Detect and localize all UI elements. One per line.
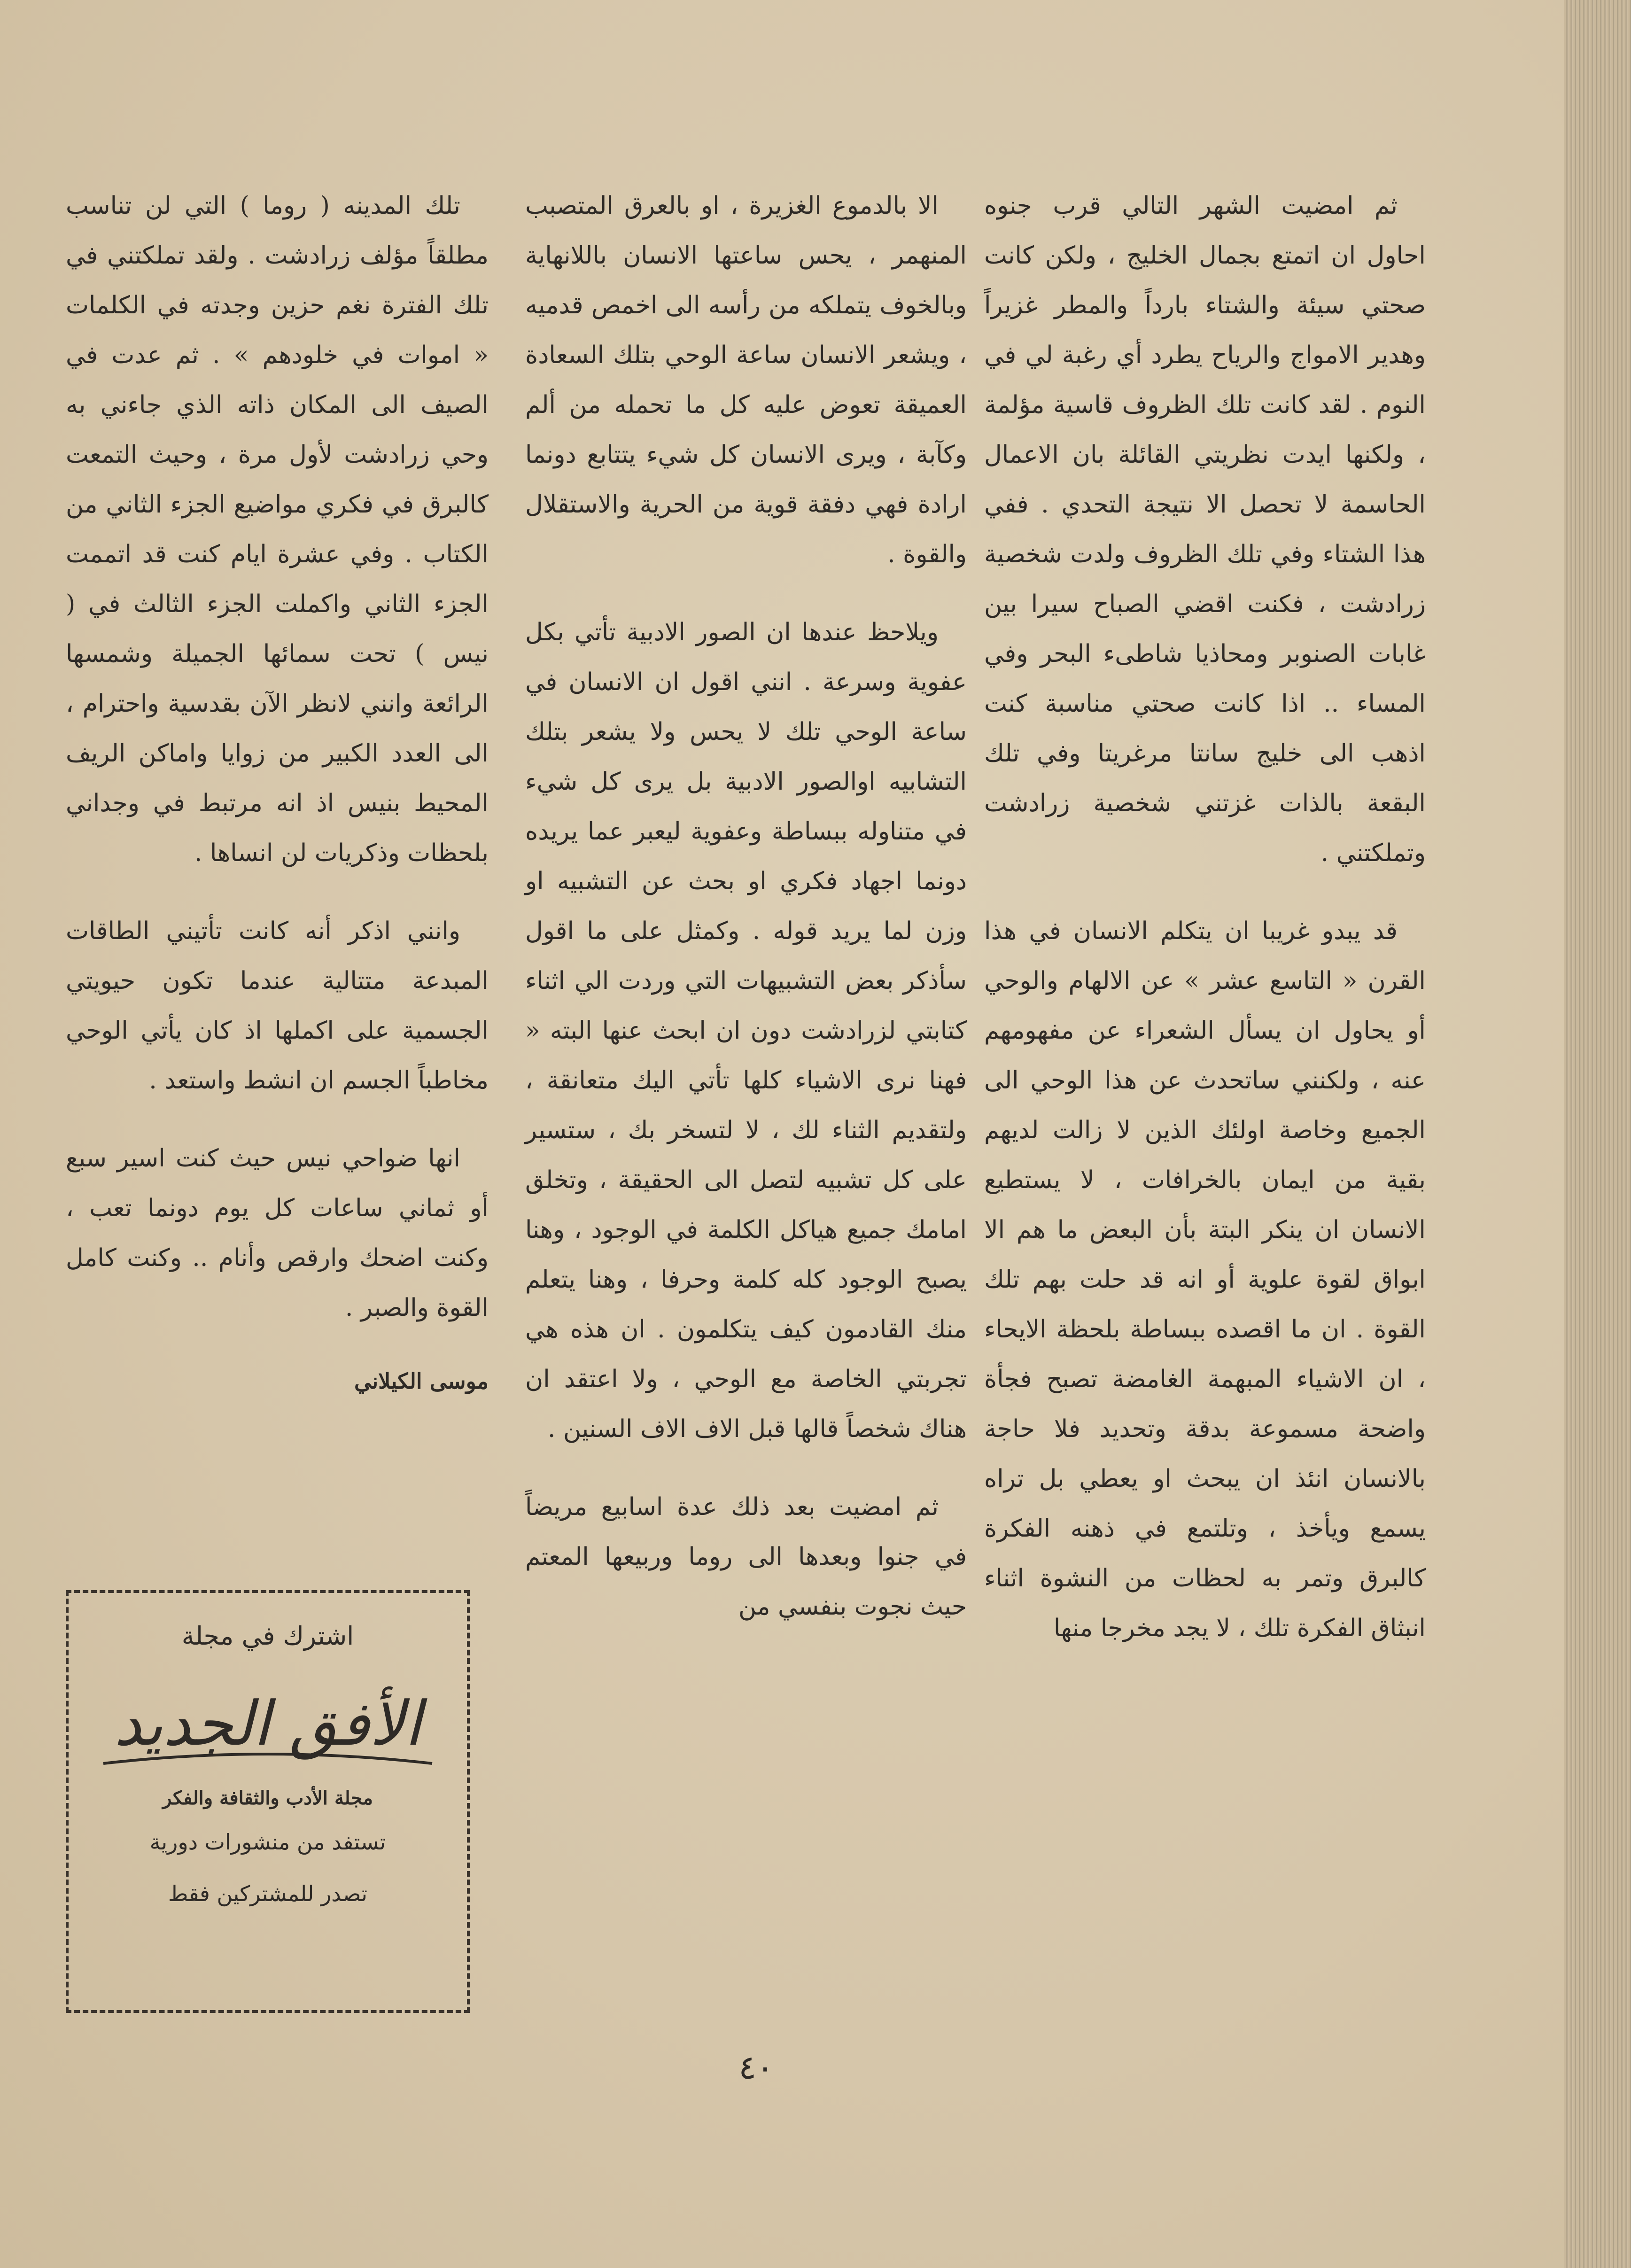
page-edge-stack <box>1564 0 1631 2268</box>
ad-heading: اشترك في مجلة <box>181 1621 354 1651</box>
paragraph: انها ضواحي نيس حيث كنت اسير سبع أو ثماني ساعات كل يوم دونما تعب ، وكنت اضحك وارقص وأنام .. وكنت كامل القوة والصبر . <box>66 1144 489 1322</box>
magazine-logo-art <box>85 1674 451 1782</box>
paragraph: تلك المدينه ( روما ) التي لن تناسب مطلقاً مؤلف زرادشت . ولقد تملكتني في تلك الفترة نغم حزين وجدته في الكلمات « اموات في خلودهم » . ثم عدت في الصيف الى المكان ذاته الذي جاءني به وحي زرادشت لأول مرة ، وحيث التمعت كالبرق في فكري مواضيع الجزء الثاني من الكتاب . وفي عشرة ايام كنت قد اتممت الجزء الثاني واكملت الجزء الثالث في ( نيس ) تحت سمائها الجميلة وشمسها الرائعة وانني لانظر الآن بقدسية واحترام ، الى العدد الكبير من زوايا واماكن الريف المحيط بنيس اذ انه مرتبط في وجداني بلحظات وذكريات لن انساها . <box>66 192 489 867</box>
ad-line-2: تصدر للمشتركين فقط <box>168 1881 368 1906</box>
paragraph: ويلاحظ عندها ان الصور الادبية تأتي بكل عفوية وسرعة . انني اقول ان الانسان في ساعة الوحي تلك لا يحس ولا يشعر بتلك التشابيه اوالصور الادبية بل يرى كل شيء في متناوله ببساطة وعفوية ليعبر عما يريده دونما اجهاد فكري او بحث عن التشبيه او وزن لما يريد قوله . وكمثل على ما اقول سأذكر بعض التشبيهات التي وردت الي اثناء كتابتي لزرادشت دون ان ابحث عنها البته « فهنا نرى الاشياء كلها تأتي اليك متعانقة ، ولتقديم الثناء لك ، لا لتسخر بك ، ستسير على كل تشبيه لتصل الى الحقيقة ، وتخلق امامك جميع هياكل الكلمة في الوجود ، وهنا يصبح الوجود كله كلمة وحرفا ، وهنا يتعلم منك القادمون كيف يتكلمون . ان هذه هي تجربتي الخاصة مع الوحي ، ولا اعتقد ان هناك شخصاً قالها قبل الاف الاف السنين . <box>525 618 967 1443</box>
magazine-tagline: مجلة الأدب والثقافة والفكر <box>163 1787 373 1809</box>
magazine-logo-text: الأفق الجديد <box>114 1688 422 1759</box>
text-column-right <box>984 181 1426 1681</box>
paragraph: ثم امضيت الشهر التالي قرب جنوه احاول ان اتمتع بجمال الخليج ، ولكن كانت صحتي سيئة والشتاء بارداً والمطر غزيراً وهدير الامواج والرياح يطرد أي رغبة لي في النوم . لقد كانت تلك الظروف قاسية مؤلمة ، ولكنها ايدت نظريتي القائلة بان الاعمال الحاسمة لا تحصل الا نتيجة التحدي . ففي هذا الشتاء وفي تلك الظروف ولدت شخصية زرادشت ، فكنت اقضي الصباح سيرا بين غابات الصنوبر ومحاذيا شاطىء البحر وفي المساء .. اذا كانت صحتي مناسبة كنت اذهب الى خليج سانتا مرغريتا وفي تلك البقعة بالذات غزتني شخصية زرادشت وتملكتني . <box>984 192 1426 867</box>
paragraph: ثم امضيت بعد ذلك عدة اسابيع مريضاً في جنوا وبعدها الى روما وربيعها المعتم حيث نجوت بنفسي من <box>525 1493 967 1621</box>
ad-line-1: تستفد من منشورات دورية <box>149 1829 386 1855</box>
paragraph: الا بالدموع الغزيرة ، او بالعرق المتصبب المنهمر ، يحس ساعتها الانسان باللانهاية وبالخوف يتملكه من رأسه الى اخمص قدميه ، ويشعر الانسان ساعة الوحي بتلك السعادة العميقة تعوض عليه كل ما تحمله من ألم وكآبة ، ويرى الانسان كل شيء يتتابع دونما ارادة فهي دفقة قوية من الحرية والاستقلال والقوة . <box>525 192 967 568</box>
magazine-logo <box>85 1674 451 1782</box>
paragraph: وانني اذكر أنه كانت تأتيني الطاقات المبدعة متتالية عندما تكون حيويتي الجسمية على اكملها اذ كان يأتي الوحي مخاطباً الجسم ان انشط واستعد . <box>66 917 489 1095</box>
page-number: ٤٠ <box>738 2048 774 2087</box>
text-column-left <box>66 181 489 1415</box>
text-column-middle <box>525 181 967 1660</box>
paragraph: قد يبدو غريبا ان يتكلم الانسان في هذا القرن « التاسع عشر » عن الالهام والوحي أو يحاول ان يسأل الشعراء عن مفهومهم عنه ، ولكنني ساتحدث عن هذا الوحي الى الجميع وخاصة اولئك الذين لا زالت لديهم بقية من ايمان بالخرافات ، لا يستطيع الانسان ان ينكر البتة بأن البعض ما هم الا ابواق لقوة علوية أو انه قد حلت بهم تلك القوة . ان ما اقصده ببساطة بلحظة الايحاء ، ان الاشياء المبهمة الغامضة تصبح فجأة واضحة مسموعة بدقة وتحديد فلا حاجة بالانسان انئذ ان يبحث او يعطي بل تراه يسمع ويأخذ ، وتلتمع في ذهنه الفكرة كالبرق وتمر به لحظات من النشوة اثناء انبثاق الفكرة تلك ، لا يجد مخرجا منها <box>984 917 1426 1642</box>
author-signature: موسى الكيلاني <box>354 1368 489 1394</box>
subscription-advertisement <box>66 1590 470 2013</box>
